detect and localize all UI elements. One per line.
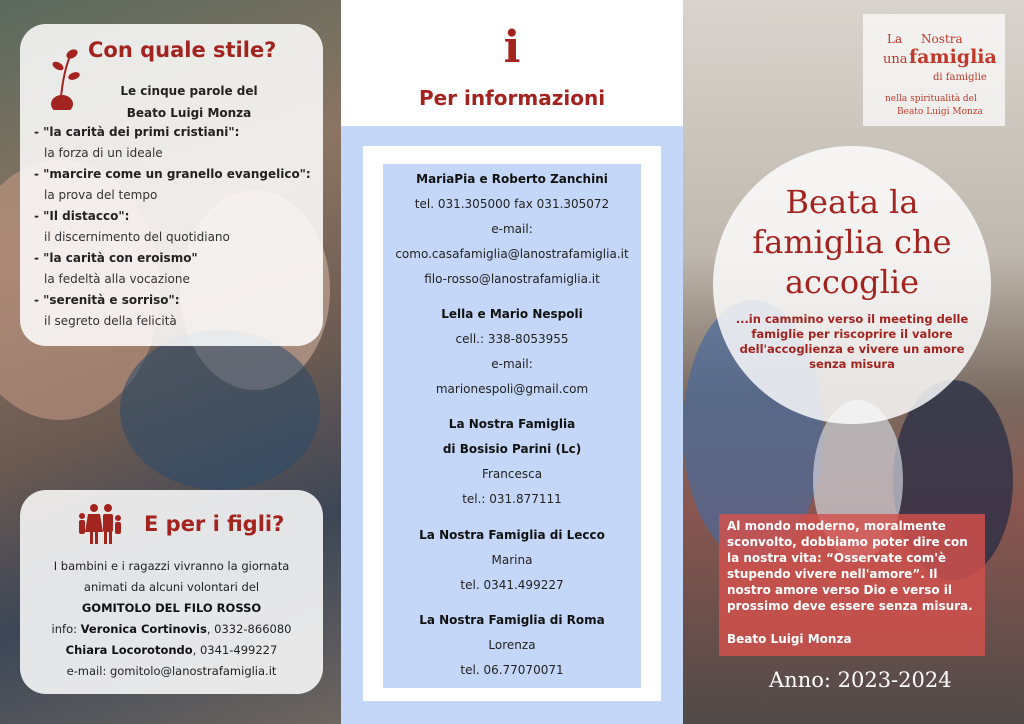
logo-text: famiglia bbox=[909, 46, 997, 68]
left-panel bbox=[0, 0, 341, 724]
contact-line: La Nostra Famiglia di Lecco bbox=[419, 528, 605, 542]
year: Anno: 2023-2024 bbox=[769, 668, 952, 692]
word-meaning: la forza di un ideale bbox=[44, 146, 163, 160]
quote-box bbox=[719, 514, 985, 656]
headline-line: famiglia che bbox=[752, 223, 952, 261]
contact-line: tel. 031.305000 fax 031.305072 bbox=[414, 197, 610, 211]
middle-panel bbox=[341, 0, 683, 724]
word-meaning: la prova del tempo bbox=[44, 188, 158, 202]
quote-text: Al mondo moderno, moralmente sconvolto, dobbiamo poter dire con la nostra vita: “Osservate com'è stupendo vivere nell'amore”. Il nostro amore verso Dio e verso il prossimo deve essere senza misura. bbox=[727, 519, 973, 613]
word-quote: - "la carità con eroismo" bbox=[34, 251, 198, 265]
contact-phone: , 0341-499227 bbox=[192, 643, 278, 657]
group-name: GOMITOLO DEL FILO ROSSO bbox=[81, 601, 262, 615]
kids-line: animati da alcuni volontari del bbox=[83, 580, 260, 594]
headline bbox=[713, 182, 991, 302]
kids-title: E per i figli? bbox=[144, 512, 285, 536]
contact-line: e-mail: bbox=[491, 357, 533, 371]
contact-line: Lorenza bbox=[488, 638, 536, 652]
right-panel bbox=[683, 0, 1024, 724]
contact-line: MariaPia e Roberto Zanchini bbox=[416, 172, 608, 186]
headline-circle bbox=[713, 146, 991, 424]
quote-author: Beato Luigi Monza bbox=[727, 632, 852, 646]
branch-icon bbox=[48, 46, 86, 110]
photo-background-clothes bbox=[120, 330, 320, 490]
contact-line[interactable]: marionespoli@gmail.com bbox=[435, 382, 589, 396]
family-icon bbox=[72, 502, 124, 546]
contact-phone: , 0332-866080 bbox=[206, 622, 292, 636]
word-meaning: il segreto della felicità bbox=[44, 314, 177, 328]
logo-text: Beato Luigi Monza bbox=[897, 107, 983, 117]
five-words-list bbox=[34, 122, 311, 332]
info-label: info: bbox=[51, 622, 81, 636]
logo-text: La bbox=[887, 32, 903, 46]
word-meaning: la fedeltà alla vocazione bbox=[44, 272, 190, 286]
contact-line: La Nostra Famiglia di Roma bbox=[419, 613, 605, 627]
kids-line: I bambini e i ragazzi vivranno la giornata bbox=[53, 559, 290, 573]
info-title: Per informazioni bbox=[418, 86, 606, 110]
contact-line: cell.: 338-8053955 bbox=[455, 332, 569, 346]
logo-text: una bbox=[883, 52, 908, 67]
contact-line: tel. 06.77070071 bbox=[460, 663, 564, 677]
contact-line: e-mail: bbox=[491, 222, 533, 236]
contact-name: Chiara Locorotondo bbox=[65, 643, 193, 657]
intro-line: Beato Luigi Monza bbox=[126, 106, 252, 120]
style-card bbox=[20, 24, 323, 346]
word-quote: - "serenità e sorriso": bbox=[34, 293, 180, 307]
style-intro bbox=[104, 80, 274, 124]
headline-line: accoglie bbox=[784, 263, 920, 301]
logo bbox=[863, 14, 1005, 126]
word-quote: - "marcire come un granello evangelico": bbox=[34, 167, 311, 181]
intro-line: Le cinque parole del bbox=[120, 84, 258, 98]
word-meaning: il discernimento del quotidiano bbox=[44, 230, 230, 244]
contact-line: Francesca bbox=[481, 467, 543, 481]
kids-email[interactable]: e-mail: gomitolo@lanostrafamiglia.it bbox=[66, 664, 277, 678]
contact-line: di Bosisio Parini (Lc) bbox=[442, 442, 582, 456]
logo-text: nella spiritualità del bbox=[885, 94, 977, 104]
contact-line: Marina bbox=[491, 553, 533, 567]
subtitle: ...in cammino verso il meeting delle famiglie per riscoprire il valore dell'accoglienza e vivere un amore senza misura bbox=[735, 312, 969, 371]
contact-line: Lella e Mario Nespoli bbox=[441, 307, 583, 321]
style-title: Con quale stile? bbox=[88, 38, 277, 62]
contacts-list bbox=[383, 164, 641, 688]
contact-name: Veronica Cortinovis bbox=[80, 622, 207, 636]
logo-text: di famiglie bbox=[933, 72, 987, 83]
word-quote: - "Il distacco": bbox=[34, 209, 130, 223]
kids-card bbox=[20, 490, 323, 694]
logo-text: Nostra bbox=[921, 32, 963, 46]
contact-line[interactable]: como.casafamiglia@lanostrafamiglia.it bbox=[395, 247, 629, 261]
kids-text bbox=[20, 556, 323, 682]
word-quote: - "la carità dei primi cristiani": bbox=[34, 125, 240, 139]
contact-line: tel.: 031.877111 bbox=[462, 492, 562, 506]
contact-line: tel. 0341.499227 bbox=[460, 578, 564, 592]
headline-line: Beata la bbox=[785, 183, 919, 221]
info-icon: i bbox=[503, 22, 521, 73]
contact-line: La Nostra Famiglia bbox=[448, 417, 576, 431]
contact-line[interactable]: filo-rosso@lanostrafamiglia.it bbox=[424, 272, 600, 286]
